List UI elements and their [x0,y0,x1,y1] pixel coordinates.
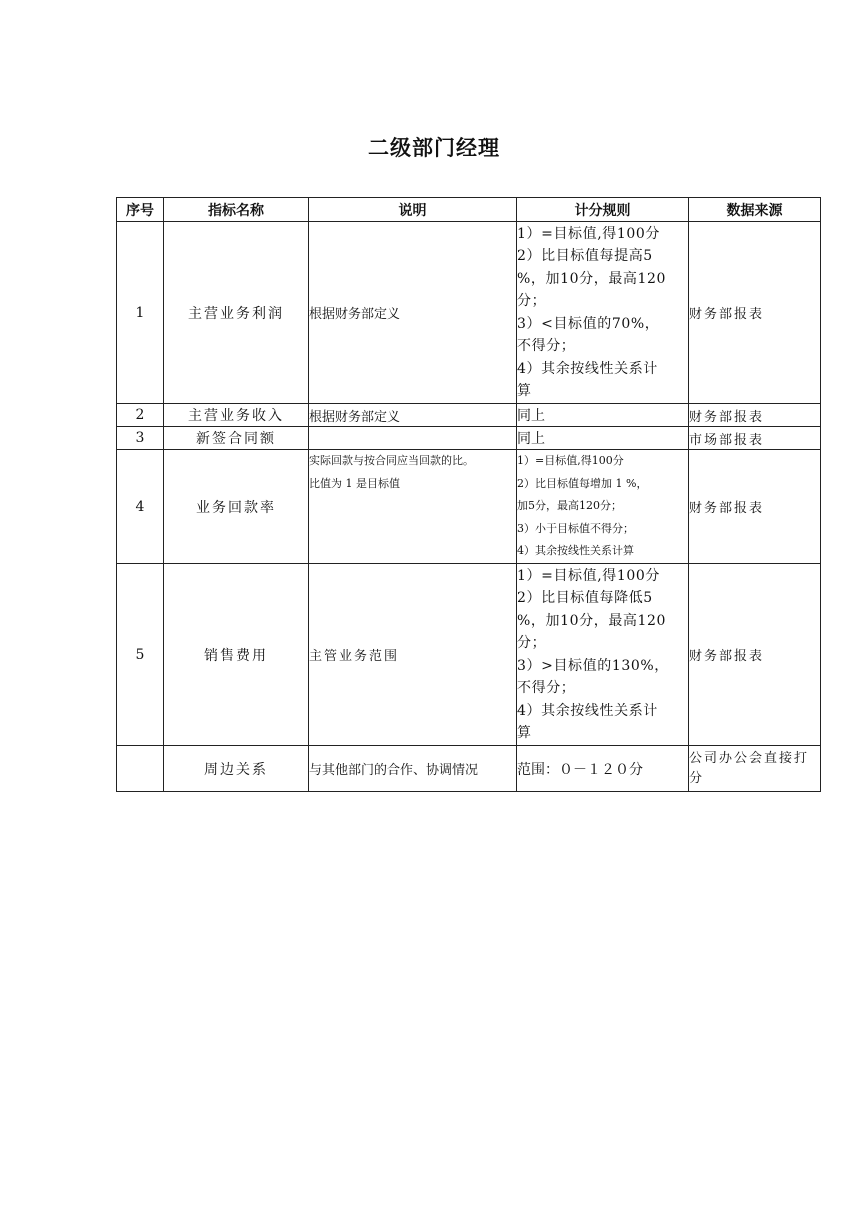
row-name: 销售费用 [164,564,309,746]
row-source: 财务部报表 [689,222,821,404]
row-source: 财务部报表 [689,450,821,564]
header-name: 指标名称 [164,198,309,222]
rule-line: 不得分； [517,338,576,354]
header-source: 数据来源 [689,198,821,222]
header-rule: 计分规则 [517,198,689,222]
row-source: 公司办公会直接打分 [689,746,821,792]
row-no: 1 [117,222,164,404]
row-no [117,746,164,792]
table-row [117,427,821,450]
row-rule [517,222,689,404]
row-name: 主营业务利润 [164,222,309,404]
row-name: 新签合同额 [164,427,309,450]
table-row [117,450,821,564]
rule-line: %，加10分，最高120 [517,270,667,287]
row-name: 业务回款率 [164,450,309,564]
desc-line: 实际回款与按合同应当回款的比。 [309,454,474,467]
row-rule: 范围：０－１２０分 [517,746,689,792]
row-desc [309,427,517,450]
rule-line: 4）其余按线性关系计算 [517,544,634,558]
table-header-row [117,198,821,222]
rule-line: 分； [517,635,547,651]
row-no: 5 [117,564,164,746]
rule-line: 4）其余按线性关系计 [517,360,658,377]
row-no: 4 [117,450,164,564]
table-row [117,222,821,404]
row-desc: 根据财务部定义 [309,222,517,404]
rule-line: 算 [517,725,532,741]
row-name: 主营业务收入 [164,404,309,427]
row-desc: 与其他部门的合作、协调情况 [309,746,517,792]
rule-line: 不得分； [517,680,576,696]
rule-line: 2）比目标值每降低5 [517,590,653,606]
row-desc: 根据财务部定义 [309,404,517,427]
rule-line: 2）比目标值每增加 1 %， [517,476,648,490]
rule-line: 4）其余按线性关系计 [517,702,658,719]
row-desc: 主管业务范围 [309,564,517,746]
rule-line: 算 [517,383,532,399]
row-name: 周边关系 [164,746,309,792]
table-row [117,746,821,792]
row-no: 2 [117,404,164,427]
table-row [117,404,821,427]
row-no: 3 [117,427,164,450]
rule-line: 2）比目标值每提高5 [517,248,653,264]
row-rule [517,564,689,746]
rule-line: 3）小于目标值不得分； [517,521,634,535]
row-rule: 同上 [517,404,689,427]
row-rule: 同上 [517,427,689,450]
row-rule [517,450,689,564]
rule-line: 1）=目标值,得100分 [517,567,661,584]
row-desc [309,450,517,564]
table-row [117,564,821,746]
kpi-table [116,197,821,792]
header-desc: 说明 [309,198,517,222]
page-title: 二级部门经理 [368,136,500,160]
rule-line: 分； [517,293,547,309]
row-source: 财务部报表 [689,404,821,427]
row-source: 市场部报表 [689,427,821,450]
rule-line: 加5分，最高120分； [517,499,622,513]
header-no: 序号 [117,198,164,222]
rule-line: 1）=目标值,得100分 [517,454,624,468]
desc-line: 比值为 1 是目标值 [309,476,400,490]
rule-line: 1）=目标值,得100分 [517,225,661,242]
rule-line: 3）>目标值的130%， [517,657,669,674]
rule-line: 3）<目标值的70%， [517,315,660,332]
rule-line: %，加10分，最高120 [517,612,667,629]
row-source: 财务部报表 [689,564,821,746]
